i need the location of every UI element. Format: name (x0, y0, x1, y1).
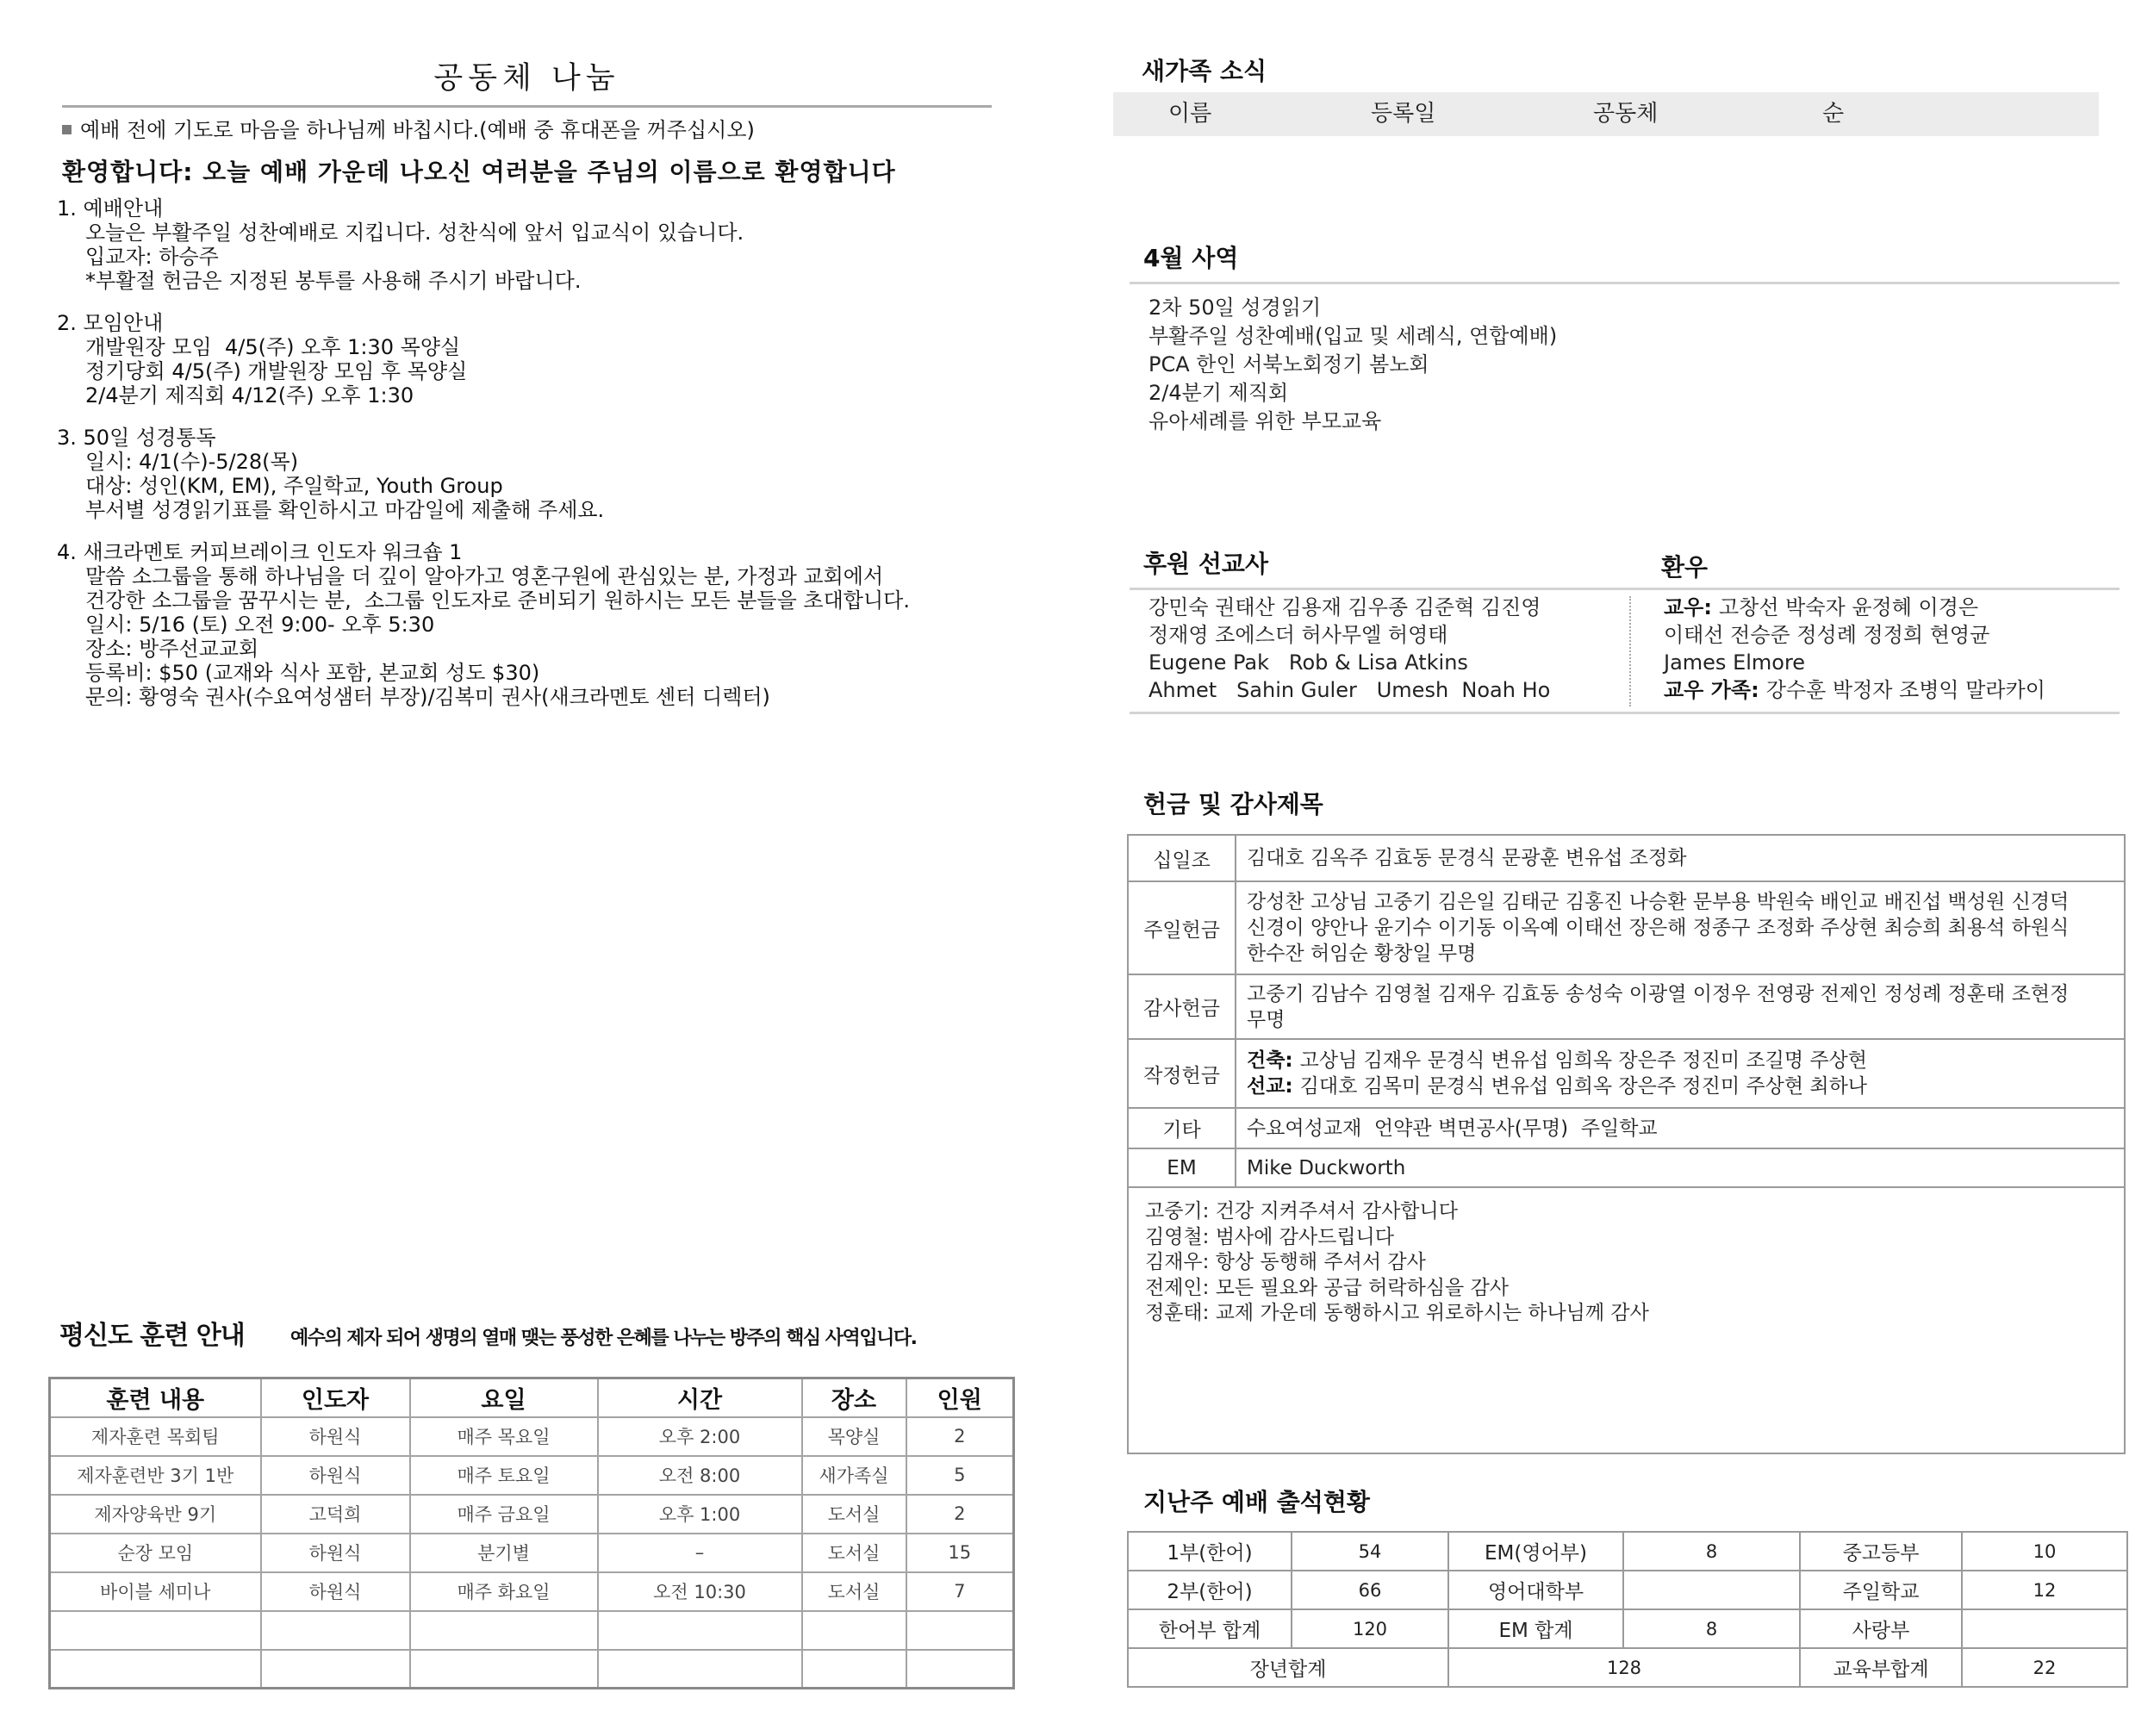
offering-label: EM (1128, 1148, 1236, 1187)
list-item: 2/4분기 제직회 (1149, 381, 1289, 405)
offering-row-other (1128, 1108, 2125, 1148)
empty-cell (906, 1611, 1014, 1650)
time-cell: 오전 8:00 (598, 1456, 802, 1495)
pledge-names: 김대호 김목미 문경식 변유섭 임희옥 장은주 정진미 주상현 최하나 (1299, 1075, 1868, 1098)
thanks-line: 고중기: 건강 지켜주셔서 감사합니다 (1145, 1200, 1458, 1223)
thanks-line: 전제인: 모든 필요와 공급 허락하심을 감사 (1145, 1276, 1510, 1299)
training-subtitle: 예수의 제자 되어 생명의 열매 맺는 풍성한 은혜를 나누는 방주의 핵심 사역입니다. (290, 1328, 917, 1349)
empty-cell (410, 1650, 598, 1689)
header-leader: 인도자 (261, 1378, 410, 1417)
header-time: 시간 (598, 1378, 802, 1417)
attendance-value: 8 (1623, 1609, 1800, 1648)
day-cell: 매주 화요일 (410, 1572, 598, 1611)
section-line: 일시: 4/1(수)-5/28(목) (85, 450, 299, 474)
section-line: 장소: 방주선교교회 (85, 637, 259, 661)
list-item: 정재영 조에스더 허사무엘 허영태 (1149, 623, 1448, 647)
table-row (50, 1495, 1014, 1534)
patient-names: 고창선 박숙자 윤정혜 이경은 (1718, 595, 1979, 619)
names-line: 수요여성교재 언약관 벽면공사(무명) 주일학교 (1247, 1117, 1658, 1140)
empty-cell (802, 1650, 906, 1689)
count-cell: 2 (906, 1495, 1014, 1534)
empty-table-row (50, 1650, 1014, 1689)
leader-cell: 하원식 (261, 1572, 410, 1611)
section-line: 2/4분기 제직회 4/12(주) 오후 1:30 (85, 383, 414, 408)
offering-row-thanksgiving (1128, 974, 2125, 1039)
attendance-label: 사랑부 (1800, 1609, 1962, 1648)
patient-names: 이태선 전승준 정성례 정정희 현영균 (1664, 623, 1990, 647)
section-heading: 3. 50일 성경통독 (57, 426, 216, 450)
thanks-row (1128, 1187, 2125, 1453)
empty-cell (50, 1611, 261, 1650)
prayer-notice (62, 117, 755, 143)
offering-table (1127, 834, 2126, 1454)
patient-names: James Elmore (1664, 650, 1806, 675)
section-heading: 1. 예배안내 (57, 196, 164, 221)
list-item: 강민숙 권태산 김용재 김우종 김준혁 김진영 (1149, 595, 1541, 619)
section-line: 건강한 소그룹을 꿈꾸시는 분, 소그룹 인도자로 준비되기 원하시는 모든 분들을 초대합니다. (85, 588, 910, 613)
announcement-sections (57, 196, 1005, 727)
section-line: 대상: 성인(KM, EM), 주일학교, Youth Group (85, 474, 503, 498)
pledge-label: 선교: (1247, 1075, 1293, 1098)
section-meetings (57, 311, 1005, 408)
header-place: 장소 (802, 1378, 906, 1417)
leader-cell: 하원식 (261, 1534, 410, 1572)
offering-label: 주일헌금 (1128, 881, 1236, 974)
list-item: 부활주일 성찬예배(입교 및 세례식, 연합예배) (1149, 324, 1558, 348)
header-name: 이름 (1168, 101, 1212, 127)
thanks-notes (1128, 1187, 2125, 1453)
pledge-names: 고상님 김재우 문경식 변유섭 임희옥 장은주 정진미 조길명 주상현 (1299, 1049, 1868, 1072)
empty-cell (50, 1650, 261, 1689)
list-item: 유아세례를 위한 부모교육 (1149, 409, 1382, 433)
offering-names (1236, 1148, 2125, 1187)
place-cell: 목양실 (802, 1417, 906, 1456)
section-workshop (57, 540, 1005, 709)
program-cell: 순장 모임 (50, 1534, 261, 1572)
time-cell: 오후 2:00 (598, 1417, 802, 1456)
offering-label: 십일조 (1128, 835, 1236, 881)
patient-names: 강수훈 박정자 조병익 말라카이 (1765, 678, 2045, 702)
attendance-heading: 지난주 예배 출석현황 (1143, 1488, 1370, 1516)
attendance-label: 2부(한어) (1128, 1571, 1292, 1609)
attendance-value: 8 (1623, 1532, 1800, 1571)
list-item: PCA 한인 서북노회정기 봄노회 (1149, 352, 1429, 376)
offering-row-sunday (1128, 881, 2125, 974)
empty-cell (410, 1611, 598, 1650)
empty-table-row (50, 1611, 1014, 1650)
section-line: 개발원장 모임 4/5(주) 오후 1:30 목양실 (85, 335, 461, 359)
offering-names (1236, 835, 2125, 881)
time-cell: – (598, 1534, 802, 1572)
missionaries-top-divider (1130, 588, 2120, 590)
program-cell: 제자양육반 9기 (50, 1495, 261, 1534)
section-line: 등록비: $50 (교재와 식사 포함, 본교회 성도 $30) (85, 661, 540, 685)
program-cell: 바이블 세미나 (50, 1572, 261, 1611)
names-line: Mike Duckworth (1247, 1156, 1406, 1179)
offering-row-tithe (1128, 835, 2125, 881)
new-family-heading: 새가족 소식 (1142, 57, 1267, 85)
empty-cell (261, 1611, 410, 1650)
list-item: Eugene Pak Rob & Lisa Atkins (1149, 650, 1468, 675)
patient-label: 교우 가족: (1664, 678, 1759, 702)
empty-cell (1962, 1609, 2127, 1648)
place-cell: 도서실 (802, 1495, 906, 1534)
adult-total-value: 128 (1448, 1648, 1800, 1687)
names-line: 신경이 양안나 윤기수 이기동 이옥예 이태선 장은해 정종구 조정화 주상현 최승희 최용석 하원식 (1247, 917, 2070, 939)
empty-cell (1623, 1571, 1800, 1609)
table-row (50, 1534, 1014, 1572)
list-item (1664, 594, 2045, 621)
offering-label: 기타 (1128, 1108, 1236, 1148)
names-line (1247, 1073, 2124, 1099)
names-line: 고중기 김남수 김영철 김재우 김효동 송성숙 이광열 이정우 전영광 전제인 정성례 정훈태 조현정 (1247, 982, 2070, 1005)
table-row (1128, 1571, 2127, 1609)
thanks-line: 김영철: 범사에 감사드립니다 (1145, 1225, 1394, 1248)
place-cell: 새가족실 (802, 1456, 906, 1495)
offering-label: 작정헌금 (1128, 1039, 1236, 1108)
patients-heading: 환우 (1661, 553, 1709, 582)
section-heading: 2. 모임안내 (57, 311, 164, 335)
names-line: 김대호 김옥주 김효동 문경식 문광훈 변유섭 조정화 (1247, 847, 1687, 869)
header-program: 훈련 내용 (50, 1378, 261, 1417)
patient-label: 교우: (1664, 595, 1712, 619)
patients-list (1664, 594, 2045, 704)
attendance-value: 66 (1292, 1571, 1448, 1609)
offering-names (1236, 1108, 2125, 1148)
program-cell: 제자훈련반 3기 1반 (50, 1456, 261, 1495)
section-heading: 4. 새크라멘토 커피브레이크 인도자 워크숍 1 (57, 540, 463, 564)
totals-row (1128, 1648, 2127, 1687)
place-cell: 도서실 (802, 1572, 906, 1611)
attendance-label: EM(영어부) (1448, 1532, 1623, 1571)
header-register-date: 등록일 (1371, 101, 1436, 127)
header-cell-group: 순 (1822, 101, 1845, 127)
offering-names (1236, 974, 2125, 1039)
attendance-value: 54 (1292, 1532, 1448, 1571)
leader-cell: 하원식 (261, 1417, 410, 1456)
table-row (50, 1572, 1014, 1611)
section-line: 정기당회 4/5(주) 개발원장 모임 후 목양실 (85, 359, 468, 383)
title-divider (62, 105, 992, 108)
education-total-value: 22 (1962, 1648, 2127, 1687)
offering-row-pledge (1128, 1039, 2125, 1108)
count-cell: 15 (906, 1534, 1014, 1572)
education-total-label: 교육부합계 (1800, 1648, 1962, 1687)
time-cell: 오후 1:00 (598, 1495, 802, 1534)
attendance-label: EM 합계 (1448, 1609, 1623, 1648)
april-ministry-list (1149, 294, 1557, 436)
empty-cell (598, 1611, 802, 1650)
offering-row-em (1128, 1148, 2125, 1187)
missionaries-heading: 후원 선교사 (1143, 550, 1268, 578)
section-line: *부활절 헌금은 지정된 봉투를 사용해 주시기 바랍니다. (85, 269, 582, 293)
offering-names (1236, 881, 2125, 974)
page-title: 공동체 나눔 (433, 61, 620, 96)
thanks-line: 김재우: 항상 동행해 주셔서 감사 (1145, 1251, 1426, 1273)
missionaries-bottom-divider (1130, 712, 2120, 714)
attendance-label: 한어부 합계 (1128, 1609, 1292, 1648)
section-line: 말씀 소그룹을 통해 하나님을 더 깊이 알아가고 영혼구원에 관심있는 분, 가정과 교회에서 (85, 564, 884, 588)
empty-cell (598, 1650, 802, 1689)
attendance-value: 12 (1962, 1571, 2127, 1609)
section-line: 오늘은 부활주일 성찬예배로 지킵니다. 성찬식에 앞서 입교식이 있습니다. (85, 221, 744, 245)
section-bible-reading (57, 426, 1005, 522)
section-line: 부서별 성경읽기표를 확인하시고 마감일에 제출해 주세요. (85, 498, 605, 522)
list-item (1664, 649, 2045, 676)
table-row (50, 1456, 1014, 1495)
attendance-label: 영어대학부 (1448, 1571, 1623, 1609)
april-ministry-heading: 4월 사역 (1143, 244, 1239, 272)
day-cell: 매주 금요일 (410, 1495, 598, 1534)
offering-heading: 헌금 및 감사제목 (1143, 790, 1323, 818)
count-cell: 5 (906, 1456, 1014, 1495)
empty-cell (261, 1650, 410, 1689)
time-cell: 오전 10:30 (598, 1572, 802, 1611)
welcome-message: 환영합니다: 오늘 예배 가운데 나오신 여러분을 주님의 이름으로 환영합니다 (62, 158, 896, 186)
offering-names (1236, 1039, 2125, 1108)
list-item: 2차 50일 성경읽기 (1149, 296, 1322, 320)
day-cell: 매주 목요일 (410, 1417, 598, 1456)
table-row (1128, 1609, 2127, 1648)
section-line: 입교자: 하승주 (85, 245, 219, 269)
missionaries-list (1149, 594, 1550, 704)
attendance-label: 주일학교 (1800, 1571, 1962, 1609)
new-family-header-bar (1113, 92, 2099, 136)
training-table (48, 1377, 1015, 1689)
names-line: 한수잔 허임순 황창일 무명 (1247, 943, 1477, 965)
section-worship (57, 196, 1005, 293)
list-item (1664, 621, 2045, 649)
leader-cell: 고덕희 (261, 1495, 410, 1534)
attendance-table (1127, 1531, 2128, 1688)
thanks-line: 정훈태: 교제 가운데 동행하시고 위로하시는 하나님께 감사 (1145, 1302, 1649, 1324)
notice-text: 예배 전에 기도로 마음을 하나님께 바칩시다.(예배 중 휴대폰을 꺼주십시오) (80, 118, 755, 142)
header-community: 공동체 (1593, 101, 1659, 127)
place-cell: 도서실 (802, 1534, 906, 1572)
attendance-label: 중고등부 (1800, 1532, 1962, 1571)
table-row (50, 1417, 1014, 1456)
names-line: 강성찬 고상님 고중기 김은일 김태군 김홍진 나승환 문부용 박원숙 배인교 배진섭 백성원 신경덕 (1247, 891, 2070, 913)
adult-total-label: 장년합계 (1128, 1648, 1448, 1687)
empty-cell (906, 1650, 1014, 1689)
leader-cell: 하원식 (261, 1456, 410, 1495)
day-cell: 매주 토요일 (410, 1456, 598, 1495)
attendance-value: 120 (1292, 1609, 1448, 1648)
dotted-column-divider (1629, 596, 1631, 706)
count-cell: 7 (906, 1572, 1014, 1611)
offering-label: 감사헌금 (1128, 974, 1236, 1039)
pledge-label: 건축: (1247, 1049, 1293, 1072)
section-line: 일시: 5/16 (토) 오전 9:00- 오후 5:30 (85, 613, 435, 637)
program-cell: 제자훈련 목회팀 (50, 1417, 261, 1456)
april-divider (1130, 282, 2120, 284)
header-count: 인원 (906, 1378, 1014, 1417)
header-day: 요일 (410, 1378, 598, 1417)
training-heading: 평신도 훈련 안내 (59, 1321, 245, 1351)
list-item: Ahmet Sahin Guler Umesh Noah Ho (1149, 678, 1551, 702)
section-line: 문의: 황영숙 권사(수요여성샘터 부장)/김복미 권사(새크라멘토 센터 디렉터) (85, 685, 770, 709)
names-line (1247, 1048, 2124, 1073)
list-item (1664, 676, 2045, 704)
table-row (1128, 1532, 2127, 1571)
training-header-row (50, 1378, 1014, 1417)
count-cell: 2 (906, 1417, 1014, 1456)
names-line: 무명 (1247, 1008, 1286, 1031)
empty-cell (802, 1611, 906, 1650)
day-cell: 분기별 (410, 1534, 598, 1572)
attendance-value: 10 (1962, 1532, 2127, 1571)
bullet-square-icon (62, 125, 72, 134)
attendance-label: 1부(한어) (1128, 1532, 1292, 1571)
